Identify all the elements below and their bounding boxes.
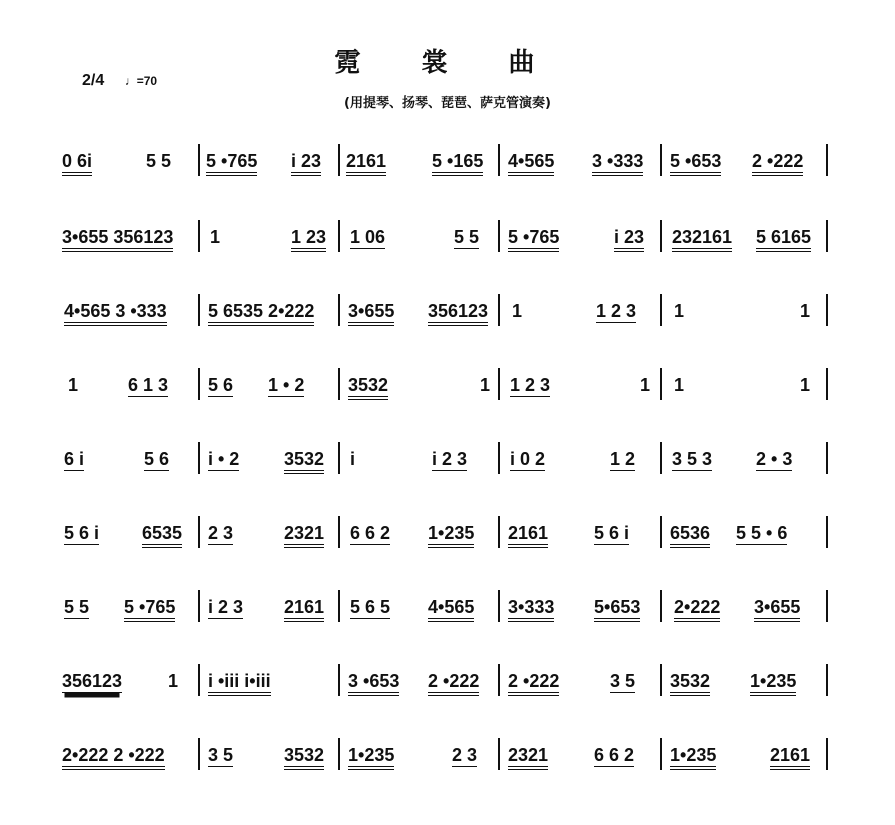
subtitle: (用提琴、扬琴、琵琶、萨克管演奏) [344, 96, 551, 111]
note-group: 2 •222 [752, 150, 803, 176]
note-group: 5 5 [454, 227, 480, 247]
barline [660, 590, 662, 622]
barline [498, 442, 500, 474]
staff-row [62, 744, 832, 784]
note-group: 5 5 [146, 151, 172, 171]
note-group: 1•235 [348, 744, 394, 770]
barline [198, 144, 200, 176]
note-group: 2 3 [208, 523, 234, 543]
barline [338, 516, 340, 548]
note-group: 3•655 356123 [62, 226, 173, 252]
note-group: 3•655 [348, 300, 394, 326]
barline [338, 294, 340, 326]
note-group: 2161 [770, 744, 810, 770]
note-group: 4•565 3 •333 [64, 300, 167, 326]
note-group: 1 06 [350, 227, 386, 247]
note-group: 5 6 [144, 449, 170, 469]
note-group: 0 6i [62, 150, 92, 176]
note-group: 2•222 2 •222 [62, 744, 165, 770]
barline [338, 738, 340, 770]
staff-row [62, 300, 832, 340]
note-group: 5 6 i [64, 523, 100, 543]
barline [338, 590, 340, 622]
note-group: 2161 [508, 522, 548, 548]
note-group: 6 i [64, 449, 85, 469]
note-group: 5 6 i [594, 523, 630, 543]
barline [826, 738, 828, 770]
note-group: 232161 [672, 226, 732, 252]
barline [198, 442, 200, 474]
note-group: 5 •165 [432, 150, 483, 176]
note-group: i [350, 449, 356, 469]
note-group: 3 5 [208, 745, 234, 765]
note-group: 3532 [284, 744, 324, 770]
note-group: 2 •222 [508, 670, 559, 696]
note-group: 3532 [670, 670, 710, 696]
barline [498, 220, 500, 252]
barline [660, 294, 662, 326]
note-group: 2321 [284, 522, 324, 548]
note-group: 5 6 [208, 375, 234, 395]
note-group: 1 [674, 301, 685, 321]
note-group: 1•235 [428, 522, 474, 548]
note-group: 6 6 2 [594, 745, 635, 765]
note-group: 3532 [284, 448, 324, 474]
note-group: 5 •765 [124, 596, 175, 622]
note-group: 6535 [142, 522, 182, 548]
note-group: i • 2 [208, 449, 240, 469]
tempo-mark: ♩=70 [124, 74, 158, 88]
staff-row [62, 670, 832, 710]
note-group: 1•235 [670, 744, 716, 770]
barline [660, 144, 662, 176]
note-group: 1 [800, 375, 811, 395]
barline [198, 664, 200, 696]
note-group: 2 3 [452, 745, 478, 765]
note-group: 1 • 2 [268, 375, 305, 395]
barline [198, 516, 200, 548]
barline [338, 144, 340, 176]
note-group: 2321 [508, 744, 548, 770]
note-group: 1 [210, 227, 221, 247]
barline [826, 664, 828, 696]
barline [826, 442, 828, 474]
barline [198, 220, 200, 252]
note-group: 5 5 [64, 597, 90, 617]
note-group: 3 •653 [348, 670, 399, 696]
note-group: i 2 3 [208, 597, 244, 617]
staff-row [62, 522, 832, 562]
note-group: 1 23 [291, 226, 326, 252]
note-group: 1 2 [610, 449, 636, 469]
note-group: 1 2 3 [510, 375, 551, 395]
barline [198, 738, 200, 770]
barline [660, 220, 662, 252]
barline [498, 738, 500, 770]
note-group: 3 5 [610, 671, 636, 691]
note-group: 2161 [284, 596, 324, 622]
note-group: 4•565 [428, 596, 474, 622]
note-group: 5 6165 [756, 226, 811, 252]
note-group: i •iii i•iii [208, 670, 271, 696]
note-group: 5 5 • 6 [736, 523, 788, 543]
barline [826, 516, 828, 548]
note-group: i 23 [291, 150, 321, 176]
note-group: 3•655 [754, 596, 800, 622]
note-group: 6 6 2 [350, 523, 391, 543]
barline [338, 220, 340, 252]
barline [198, 590, 200, 622]
note-group: i 23 [614, 226, 644, 252]
barline [198, 368, 200, 400]
note-group: 1 [480, 375, 491, 395]
note-group: 1 [68, 375, 79, 395]
note-group: 1 [168, 671, 179, 691]
staff-row [62, 374, 832, 414]
note-group: 2 • 3 [756, 449, 793, 469]
note-group: 4•565 [508, 150, 554, 176]
barline [660, 442, 662, 474]
barline [338, 368, 340, 400]
note-group: 6 1 3 [128, 375, 169, 395]
barline [660, 516, 662, 548]
staff-row [62, 448, 832, 488]
note-group: 5•653 [594, 596, 640, 622]
note-group: 5 6 5 [350, 597, 391, 617]
note-group: 3•333 [508, 596, 554, 622]
barline [826, 144, 828, 176]
barline [498, 590, 500, 622]
staff-row [62, 226, 832, 266]
barline [498, 144, 500, 176]
barline [498, 294, 500, 326]
note-group: 6536 [670, 522, 710, 548]
note-group: 5 6535 2•222 [208, 300, 314, 326]
note-group: i 0 2 [510, 449, 546, 469]
note-group: 356123 [62, 671, 123, 691]
note-group: 2•222 [674, 596, 720, 622]
note-group: 5 •765 [206, 150, 257, 176]
score-meta [82, 72, 157, 90]
note-group: 3 5 3 [672, 449, 713, 469]
note-group: 5 •653 [670, 150, 721, 176]
note-group: 1•235 [750, 670, 796, 696]
note-group: i 2 3 [432, 449, 468, 469]
staff-row [62, 150, 832, 190]
note-group: 2161 [346, 150, 386, 176]
note-group: 1 [512, 301, 523, 321]
barline [498, 516, 500, 548]
note-group: 5 •765 [508, 226, 559, 252]
barline [198, 294, 200, 326]
barline [498, 368, 500, 400]
barline [826, 368, 828, 400]
barline [826, 590, 828, 622]
note-group: 3 •333 [592, 150, 643, 176]
note-group: 1 2 3 [596, 301, 637, 321]
note-group: 2 •222 [428, 670, 479, 696]
note-group: 3532 [348, 374, 388, 400]
barline [498, 664, 500, 696]
barline [660, 738, 662, 770]
barline [338, 664, 340, 696]
note-group: 1 [674, 375, 685, 395]
barline [826, 294, 828, 326]
barline [826, 220, 828, 252]
note-group: 1 [800, 301, 811, 321]
barline [338, 442, 340, 474]
note-group: 356123 [428, 300, 488, 326]
barline [660, 664, 662, 696]
time-signature: 2/4 [82, 72, 105, 89]
barline [660, 368, 662, 400]
staff-row [62, 596, 832, 636]
note-group: 1 [640, 375, 651, 395]
title: 霓 裳 曲 [334, 48, 561, 78]
